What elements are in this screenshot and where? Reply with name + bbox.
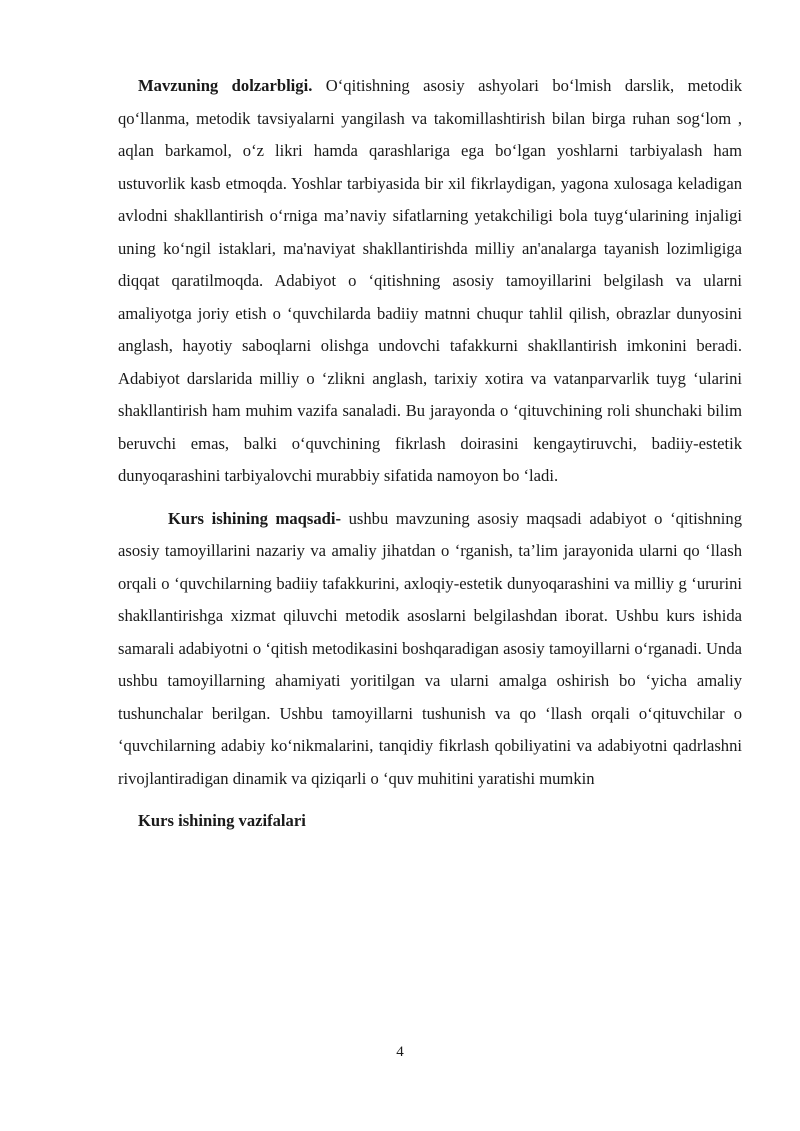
tasks-heading: Kurs ishining vazifalari <box>138 811 306 830</box>
relevance-text: O‘qitishning asosiy ashyolari bo‘lmish darslik, metodik qo‘llanma, metodik tavsiyalarni yangilash va takomillashtirish bilan birga ruhan sog‘lom , aqlan barkamol, o‘z likri hamda qarashlariga ega bo‘lgan yoshlarni tarbiyalash ham ustuvorlik kasb etmoqda. Yoshlar tarbiyasida bir xil fikrlaydigan, yagona xulosaga keladigan avlodni shakllantirish o‘rniga ma’naviy sifatlarning yetakchiligi bola tuyg‘ularining injaligi uning ko‘ngil istaklari, ma'naviyat shakllantirishda milliy an'analarga tayanish lozimligiga diqqat qaratilmoqda. Adabiyot o ‘qitishning asosiy tamoyillarini belgilash va ularni amaliyotga joriy etish o ‘quvchilarda badiiy matnni chuqur tahlil qilish, obrazlar dunyosini anglash, hayotiy saboqlarni olishga undovchi tafakkurni shakllantirish imkonini beradi. Adabiyot darslarida milliy o ‘zlikni anglash, tarixiy xotira va vatanparvarlik tuyg ‘ularini shakllantirish ham muhim vazifa sanaladi. Bu jarayonda o ‘qituvchining roli shunchaki bilim beruvchi emas, balki o‘quvchining fikrlash doirasini kengaytiruvchi, badiiy-estetik dunyoqarashini tarbiyalovchi murabbiy sifatida namoyon bo ‘ladi. <box>118 76 742 485</box>
goal-text: ushbu mavzuning asosiy maqsadi adabiyot o ‘qitishning asosiy tamoyillarini nazariy va amaliy jihatdan o ‘rganish, ta’lim jarayonida ularni qo ‘llash orqali o ‘quvchilarning badiiy tafakkurini, axloqiy-estetik dunyoqarashini va milliy g ‘ururini shakllantirishga xizmat qiluvchi metodik asoslarni belgilashdan iborat. Ushbu kurs ishida samarali adabiyotni o ‘qitish metodikasini boshqaradigan asosiy tamoyillarni o‘rganadi. Unda ushbu tamoyillarning ahamiyati yoritilgan va ularni amalga oshirish bo ‘yicha amaliy tushunchalar berilgan. Ushbu tamoyillarni tushunish va qo ‘llash orqali o‘qituvchilar o ‘quvchilarning adabiy ko‘nikmalarini, tanqidiy fikrlash qobiliyatini va adabiyotni qadrlashni rivojlantiradigan dinamik va qiziqarli o ‘quv muhitini yaratishi mumkin <box>118 508 742 788</box>
relevance-label: Mavzuning dolzarbligi. <box>138 76 313 95</box>
document-page <box>118 70 742 838</box>
relevance-paragraph <box>118 70 742 493</box>
goal-paragraph <box>118 503 742 796</box>
goal-label: Kurs ishining maqsadi- <box>168 508 341 528</box>
page-number: 4 <box>396 1044 404 1060</box>
